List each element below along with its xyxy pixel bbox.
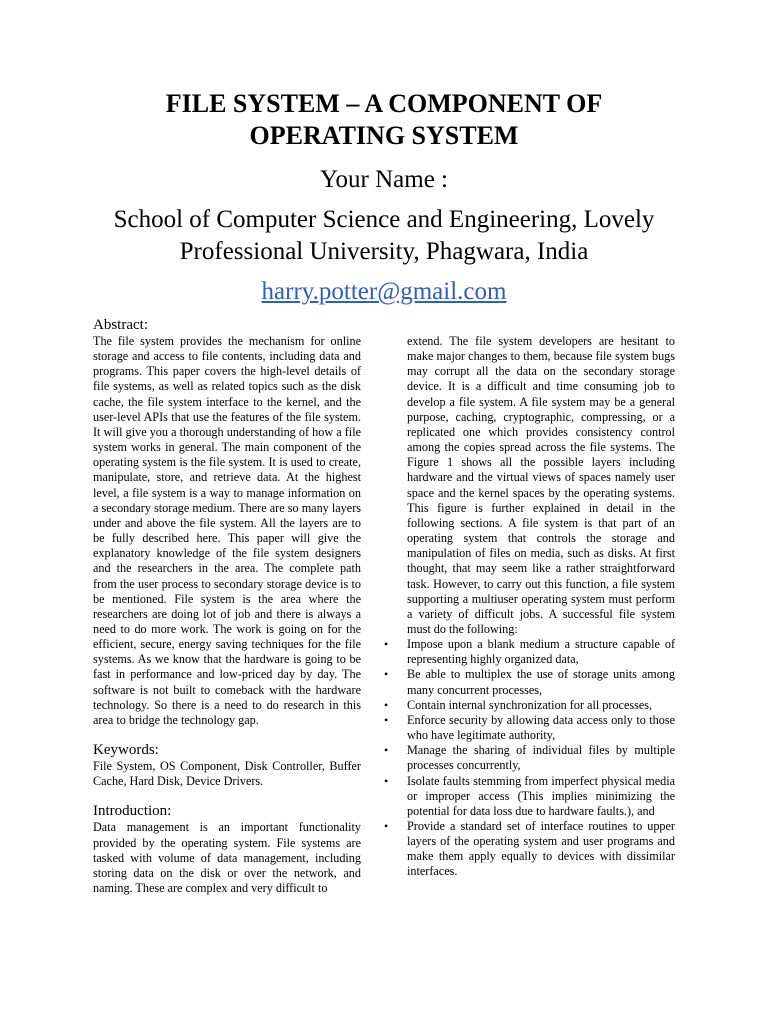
bullet-icon: •: [384, 637, 389, 652]
list-item: • Provide a standard set of interface routines to upper layers of the operating system and user programs and make them apply equally to devices with dissimilar interfaces.: [384, 819, 675, 879]
keywords-text: File System, OS Component, Disk Controller, Buffer Cache, Hard Disk, Device Drivers.: [93, 759, 361, 789]
bullet-icon: •: [384, 712, 389, 727]
requirements-list: [384, 637, 675, 880]
right-column: [384, 334, 675, 880]
list-item: • Manage the sharing of individual files by multiple processes concurrently,: [384, 743, 675, 773]
affiliation: School of Computer Science and Engineering, Lovely Professional University, Phagwara, India: [113, 206, 655, 265]
list-item: • Be able to multiplex the use of storage units among many concurrent processes,: [384, 667, 675, 697]
list-item: • Isolate faults stemming from imperfect physical media or improper access (This implies minimizing the potential for data loss due to hardware faults.), and: [384, 773, 675, 818]
introduction-text-left: Data management is an important functionality provided by the operating system. File systems are tasked with volume of data management, including storing data on the disk or over the network, and naming. These are complex and very difficult to: [93, 820, 361, 895]
abstract-heading: Abstract:: [93, 317, 148, 333]
email-link[interactable]: harry.potter@gmail.com: [261, 278, 507, 305]
list-item: • Contain internal synchronization for all processes,: [384, 697, 653, 712]
bullet-icon: •: [384, 743, 389, 758]
left-column: [93, 316, 361, 896]
paper-title: [0, 88, 768, 152]
bullet-icon: •: [384, 819, 389, 833]
bullet-icon: •: [384, 667, 389, 682]
email-line: [0, 276, 768, 308]
abstract-text: The file system provides the mechanism for online storage and access to file contents, including data and programs. This paper covers the high-level details of file systems, as well as related topics such as the disk cache, the file system interface to the kernel, and the user-level APIs that use the features of the file system. It will give you a thorough understanding of how a file system works in general. The main component of the operating system is the file system. It is used to create, manipulate, store, and retrieve data. At the highest level, a file system is a way to manage information on a secondary storage medium. There are so many layers under and above the file system. All the layers are to be fully described here. This paper will give the explanatory knowledge of the file system designers and the researchers in the area. The complete path from the user process to secondary storage device is to be mentioned. File system is the area where the researchers are doing lot of job and there is always a need to do more work. The work is going on for the efficient, secure, energy saving techniques for the file systems. As we know that the hardware is going to be fast in performance and low-priced day by day. The software is not built to comeback with the hardware technology. So there is a need to do research in this area to bridge the technology gap.: [93, 334, 361, 727]
title-line-1: FILE SYSTEM – A COMPONENT OF: [165, 89, 603, 118]
list-item: • Enforce security by allowing data access only to those who have legitimate authority,: [384, 712, 675, 743]
introduction-text-right: extend. The file system developers are hesitant to make major changes to them, because file system bugs may corrupt all the data on the secondary storage device. It is a difficult and time consuming job to develop a file system. A file system may be a general purpose, caching, cryptographic, compressing, or a replicated one which provides consistency control among the copies spread across the file systems. The Figure 1 shows all the possible layers including hardware and the virtual views of spaces namely user space and the kernel spaces by the operating systems. This figure is further explained in detail in the following sections. A file system is that part of an operating system that controls the storage and manipulation of files on media, such as disks. At first thought, that may seem like a rather straightforward task. However, to carry out this function, a file system supporting a multiuser operating system must perform a variety of difficult jobs. A successful file system must do the following:: [407, 334, 675, 636]
title-line-2: OPERATING SYSTEM: [249, 121, 519, 150]
bullet-icon: •: [384, 697, 389, 712]
introduction-heading: Introduction:: [93, 803, 172, 820]
author-line: Your Name :: [319, 166, 448, 193]
keywords-heading: Keywords:: [93, 742, 159, 759]
bullet-icon: •: [384, 773, 389, 788]
list-item: • Impose upon a blank medium a structure capable of representing highly organized data,: [384, 637, 675, 667]
